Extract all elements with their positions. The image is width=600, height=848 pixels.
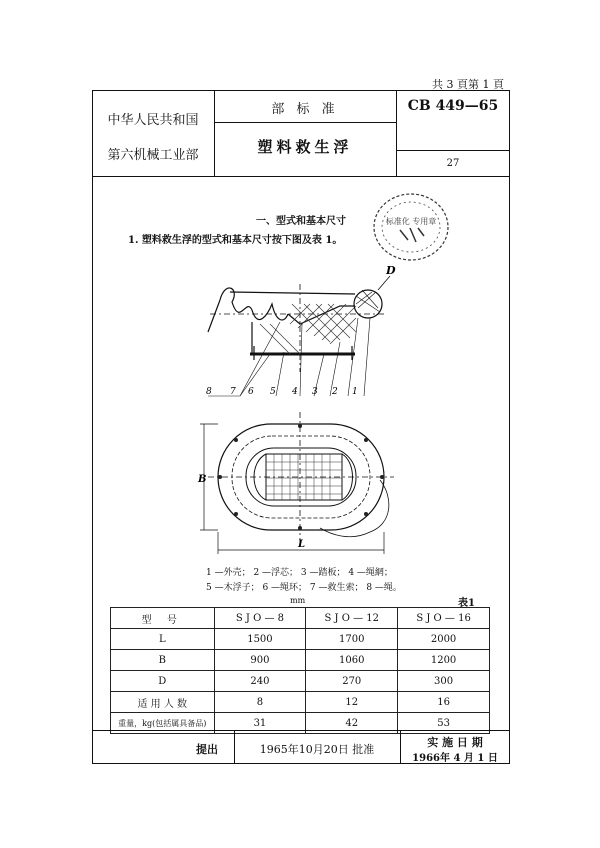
table-cell: 900	[214, 650, 306, 671]
header-bottom-rule	[92, 176, 510, 177]
table-header-row	[111, 608, 490, 629]
standard-number: CB 449—65	[407, 98, 499, 114]
legend-line2: 5 —木浮子； 6 —绳环； 7 —救生索； 8 —绳。	[206, 583, 402, 593]
header-cell-sjo12: S J O — 12	[306, 608, 398, 629]
table-cell: 12	[306, 692, 398, 713]
row-label: 适 用 人 数	[111, 692, 215, 713]
table-cell: 300	[398, 671, 490, 692]
table-row	[111, 629, 490, 650]
table-row	[111, 692, 490, 713]
table-cell: 42	[306, 713, 398, 734]
footer-proposed: 提出	[196, 743, 218, 756]
float-cross-section	[354, 276, 390, 318]
row-label: 重量，kg(包括属具备品)	[111, 713, 215, 734]
table-cell: 53	[398, 713, 490, 734]
legend-line1: 1 —外壳； 2 —浮芯； 3 —踏板； 4 —绳網；	[206, 568, 393, 578]
table-unit: mm	[290, 596, 306, 605]
table-cell: 1500	[214, 629, 306, 650]
intro-paragraph: 1. 塑料救生浮的型式和基本尺寸按下图及表 1。	[128, 235, 343, 246]
callout-4: 4	[292, 387, 298, 397]
standard-type: 部 标 准	[271, 102, 339, 117]
header-mid-rule	[214, 122, 396, 123]
header-cell-sjo8: S J O — 8	[214, 608, 306, 629]
row-label: B	[111, 650, 215, 671]
callout-3: 3	[312, 387, 318, 397]
page-count: 共 3 頁第 1 頁	[432, 78, 504, 91]
dimensions-table	[110, 607, 490, 734]
stamp-graphic	[370, 190, 452, 264]
table-cell: 1700	[306, 629, 398, 650]
table-cell: 16	[398, 692, 490, 713]
callout-7: 7	[230, 387, 236, 397]
stamp-text: 标准化 专用章	[385, 217, 437, 226]
document-title: 塑料救生浮	[257, 138, 353, 156]
footer-effective-date: 1966年 4 月 1 日	[412, 753, 498, 764]
table-cell: 8	[214, 692, 306, 713]
row-label: L	[111, 629, 215, 650]
callout-leaders	[208, 318, 370, 396]
dim-label-L: L	[298, 539, 306, 550]
row-label: D	[111, 671, 215, 692]
header-cell-sjo16: S J O — 16	[398, 608, 490, 629]
callout-6: 6	[248, 387, 254, 397]
header-code-rule	[396, 150, 510, 151]
callout-1: 1	[352, 387, 358, 397]
dim-label-B: B	[198, 474, 207, 485]
table-cell: 1060	[306, 650, 398, 671]
dimension-lines	[200, 424, 384, 554]
classification-code: 27	[446, 158, 460, 169]
callout-5: 5	[270, 387, 276, 397]
table-cell: 240	[214, 671, 306, 692]
table-cell: 270	[306, 671, 398, 692]
org-line1: 中华人民共和国	[107, 113, 199, 128]
table-cell: 1200	[398, 650, 490, 671]
table-caption: 表1	[458, 598, 475, 609]
header-cell-model: 型 号	[111, 608, 215, 629]
callout-8: 8	[206, 387, 212, 397]
table-row	[111, 671, 490, 692]
table-cell: 31	[214, 713, 306, 734]
callout-2: 2	[332, 387, 338, 397]
section-title: 一、型式和基本尺寸	[256, 216, 346, 227]
org-line2: 第六机械工业部	[107, 148, 199, 163]
footer-top-rule	[92, 730, 510, 731]
table-row	[111, 650, 490, 671]
footer-effective-label: 实 施 日 期	[427, 736, 483, 749]
footer-approved: 1965年10月20日 批准	[259, 743, 375, 756]
approval-stamp	[370, 190, 452, 264]
diameter-label: D	[386, 264, 396, 277]
side-section-view	[208, 284, 385, 372]
life-float-drawing	[180, 262, 430, 562]
table-cell: 2000	[398, 629, 490, 650]
